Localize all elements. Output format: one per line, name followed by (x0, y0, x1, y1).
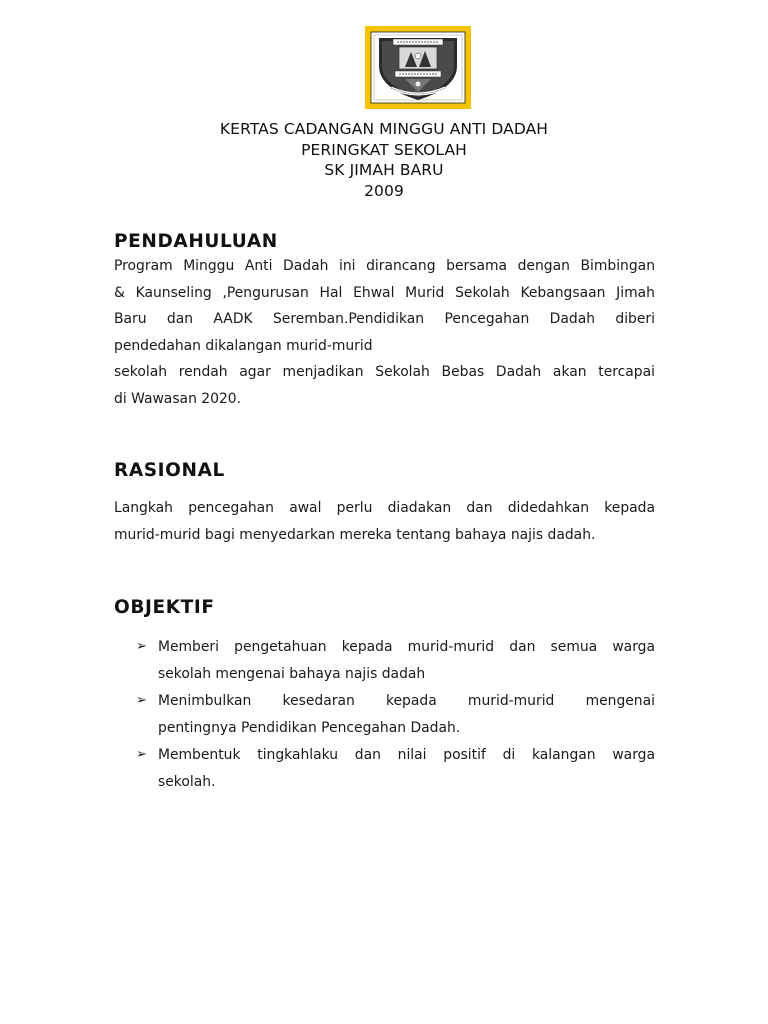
list-item (114, 634, 655, 688)
arrow-bullet-icon: ➢ (136, 692, 147, 708)
arrow-bullet-icon: ➢ (136, 639, 147, 654)
list-item-line: Memberi pengetahuan kepada murid-murid dan semua warga (158, 639, 655, 655)
school-crest-icon (365, 26, 471, 109)
paragraph-line: & Kaunseling ,Pengurusan Hal Ehwal Murid Sekolah Kebangsaan Jimah (114, 284, 655, 301)
section-heading-objektif: OBJEKTIF (114, 597, 215, 618)
title-line: PERINGKAT SEKOLAH (301, 140, 467, 159)
title-line: KERTAS CADANGAN MINGGU ANTI DADAH (219, 120, 549, 138)
paragraph-line: sekolah rendah agar menjadikan Sekolah Bebas Dadah akan tercapai (114, 364, 655, 380)
list-item-line: sekolah mengenai bahaya najis dadah (158, 665, 426, 682)
paragraph-line: pendedahan dikalangan murid-murid (114, 337, 373, 354)
section-body-rasional (114, 495, 655, 548)
section-heading-rasional: RASIONAL (114, 460, 225, 481)
document-title (0, 119, 768, 201)
list-item (114, 742, 655, 796)
paragraph-line: Program Minggu Anti Dadah ini dirancang bersama dengan Bimbingan (114, 258, 655, 274)
section-heading-pendahuluan: PENDAHULUAN (114, 231, 278, 252)
paragraph-line: Baru dan AADK Seremban.Pendidikan Pencegahan Dadah diberi (114, 311, 655, 327)
title-line: SK JIMAH BARU (324, 161, 444, 179)
list-item-line: Menimbulkan kesedaran kepada murid-murid mengenai (158, 692, 655, 709)
paragraph-line: Langkah pencegahan awal perlu diadakan dan didedahkan kepada (114, 500, 655, 516)
arrow-bullet-icon: ➢ (136, 746, 147, 762)
title-line: 2009 (364, 181, 404, 200)
list-item-line: sekolah. (158, 773, 216, 790)
section-body-pendahuluan (114, 253, 655, 412)
list-item (114, 688, 655, 742)
list-item-line: pentingnya Pendidikan Pencegahan Dadah. (158, 719, 461, 736)
objective-list (114, 634, 655, 795)
paragraph-line: di Wawasan 2020. (114, 390, 242, 407)
list-item-line: Membentuk tingkahlaku dan nilai positif di kalangan warga (158, 746, 655, 763)
paragraph-line: murid-murid bagi menyedarkan mereka tentang bahaya najis dadah. (114, 526, 596, 543)
